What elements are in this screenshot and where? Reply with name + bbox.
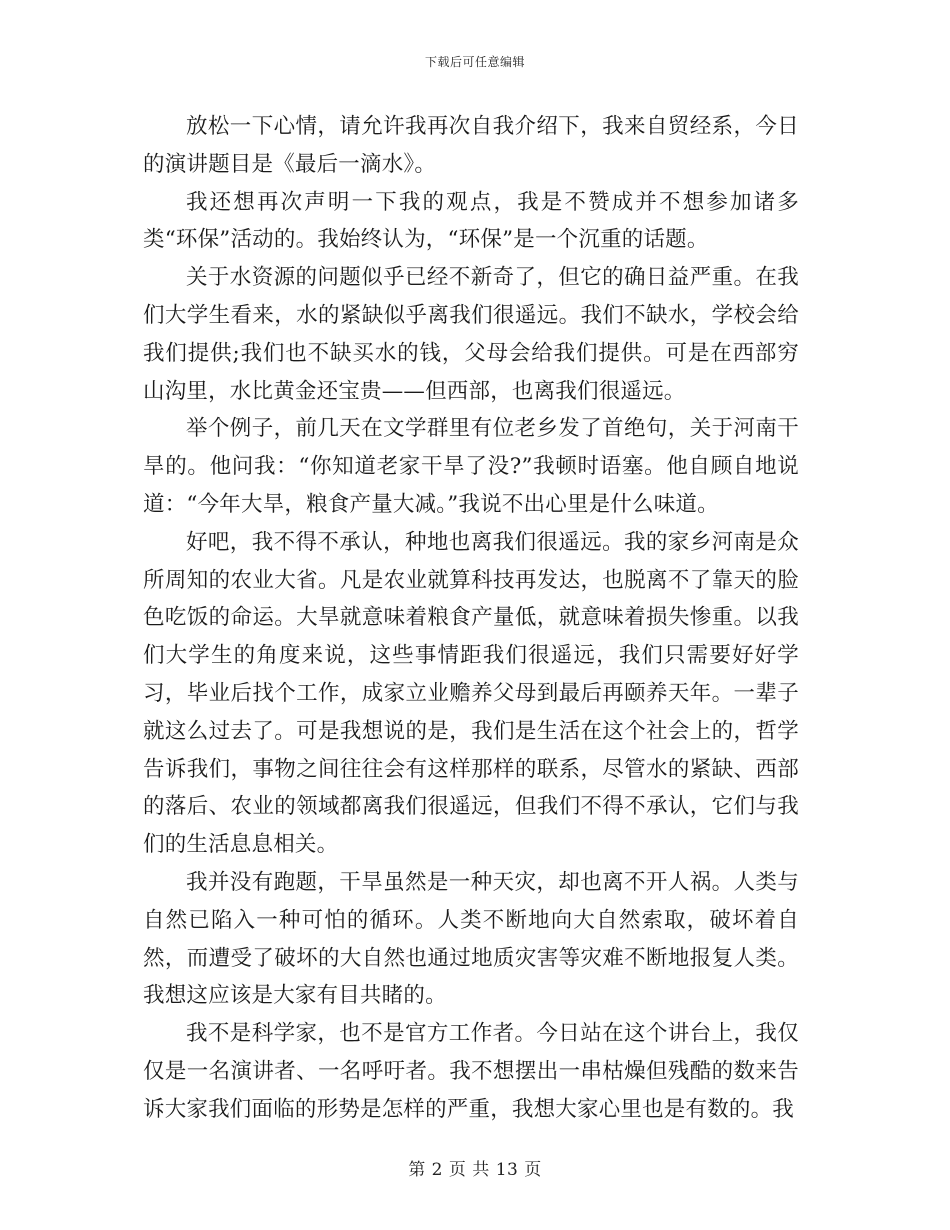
paragraph: 放松一下心情，请允许我再次自我介绍下，我来自贸经系，今日的演讲题目是《最后一滴水》。 xyxy=(143,114,799,177)
page-number-footer xyxy=(0,1155,950,1180)
page-number-text: 第 2 页 共 13 页 xyxy=(408,1160,542,1180)
paragraph: 关于水资源的问题似乎已经不新奇了，但它的确日益严重。在我们大学生看来，水的紧缺似乎离我们很遥远。我们不缺水，学校会给我们提供;我们也不缺买水的钱，父母会给我们提供。可是在西部穷山沟里，水比黄金还宝贵——但西部，也离我们很遥远。 xyxy=(143,265,799,404)
paragraph: 我还想再次声明一下我的观点，我是不赞成并不想参加诸多类“环保”活动的。我始终认为，“环保”是一个沉重的话题。 xyxy=(143,189,799,253)
page-header: 下载后可任意编辑 xyxy=(424,55,525,69)
paragraph: 我不是科学家，也不是官方工作者。今日站在这个讲台上，我仅仅是一名演讲者、一名呼吁者。我不想摆出一串枯燥但残酷的数来告诉大家我们面临的形势是怎样的严重，我想大家心里也是有数的。我 xyxy=(143,1021,799,1122)
paragraph: 好吧，我不得不承认，种地也离我们很遥远。我的家乡河南是众所周知的农业大省。凡是农业就算科技再发达，也脱离不了靠天的脸色吃饭的命运。大旱就意味着粮食产量低，就意味着损失惨重。以我们大学生的角度来说，这些事情距我们很遥远，我们只需要好好学习，毕业后找个工作，成家立业赡养父母到最后再颐养天年。一辈子就这么过去了。可是我想说的是，我们是生活在这个社会上的，哲学告诉我们，事物之间往往会有这样那样的联系，尽管水的紧缺、西部的落后、农业的领域都离我们很遥远，但我们不得不承认，它们与我们的生活息息相关。 xyxy=(143,529,799,858)
paragraph: 我并没有跑题，干旱虽然是一种天灾，却也离不开人祸。人类与自然已陷入一种可怕的循环。人类不断地向大自然索取，破坏着自然，而遭受了破坏的大自然也通过地质灾害等灾难不断地报复人类。我想这应该是大家有目共睹的。 xyxy=(143,869,799,1009)
paragraph: 举个例子，前几天在文学群里有位老乡发了首绝句，关于河南干旱的。他问我：“你知道老家干旱了没?”我顿时语塞。他自顾自地说道：“今年大旱，粮食产量大减。”我说不出心里是什么味道。 xyxy=(143,416,799,517)
document-body xyxy=(143,108,799,1129)
